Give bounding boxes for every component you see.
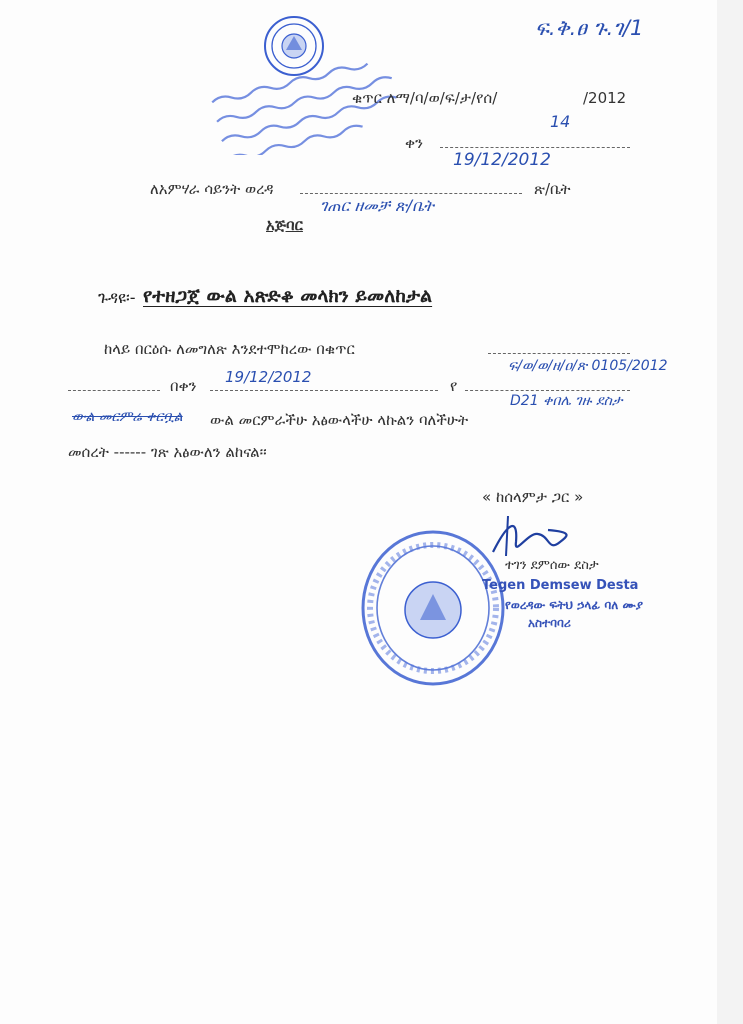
- body-line-3: ውል መርምራችሁ አፅውላችሁ ላኩልን ባለችሁት: [210, 411, 469, 429]
- date-label: ቀን: [405, 134, 423, 152]
- body-line-2-handwritten: D21 ቀበሌ ገዙ ደስታ: [510, 393, 623, 409]
- body-line-2-date-handwritten: 19/12/2012: [225, 368, 312, 386]
- subject-label: ጉዳዩ፡-: [98, 288, 136, 307]
- addressee-handwritten: ገጠር ዘመቻ ጽ/ቤት: [320, 196, 434, 215]
- reference-year: /2012: [583, 89, 627, 107]
- body-line-1-handwritten: ፍ/ወ/ወ/ዘ/ዐ/ጽ 0105/2012: [508, 358, 668, 374]
- body-line-1: ከላይ በርዕሱ ለመግለጽ እንደተሞከረው በቁጥር: [104, 340, 355, 358]
- signature: [488, 512, 578, 564]
- date-line: [440, 147, 630, 148]
- subject-text: [143, 285, 432, 307]
- addressee-line: ለአምሃራ ሳይንት ወረዳ: [150, 180, 274, 198]
- body-line-2-dash-c: [465, 390, 630, 391]
- addressee-office: ጽ/ቤት: [534, 180, 571, 198]
- reference-label: ቁጥር ለማ/ባ/ወ/ፍ/ታ/የሰ/: [352, 89, 498, 107]
- reference-number-handwritten: 14: [550, 112, 571, 131]
- file-number-handwritten: ፍ.ቅ.ፀ ጉ.ገ/1: [535, 16, 644, 40]
- scan-edge: [717, 0, 743, 1024]
- addressee-city: አጅባር: [266, 216, 303, 234]
- signer-latin-name: Tegen Demsew Desta: [482, 578, 639, 593]
- closing-regards: « ከሰላምታ ጋር »: [482, 488, 584, 506]
- signer-title-line-2: አስተባባሪ: [528, 616, 571, 630]
- body-line-2-dash-b: [210, 390, 438, 391]
- subject-text-content: የተዘጋጀ ውል አጽድቆ መላክን ይመለከታል: [143, 285, 433, 307]
- addressee-dash: [300, 193, 522, 194]
- signer-amharic-name: ተገን ደምሰው ደስታ: [505, 558, 599, 573]
- body-line-3-handwritten: ውል መርምሬ ቀርቧል: [72, 409, 183, 425]
- body-line-4: መሰረት ------ ገጽ አፅውለን ልከናል፡፡: [68, 443, 267, 461]
- date-handwritten: 19/12/2012: [453, 150, 551, 170]
- body-line-1-dash: [488, 353, 630, 354]
- body-line-2-dash-a: [68, 390, 160, 391]
- body-line-2-b: የ: [450, 377, 458, 395]
- signer-title-line-1: የወረዳው ፍትህ ኃላፊ ባለ ሙያ: [505, 598, 643, 612]
- official-round-seal: [358, 528, 508, 688]
- body-line-2-a: በቀን: [170, 377, 197, 395]
